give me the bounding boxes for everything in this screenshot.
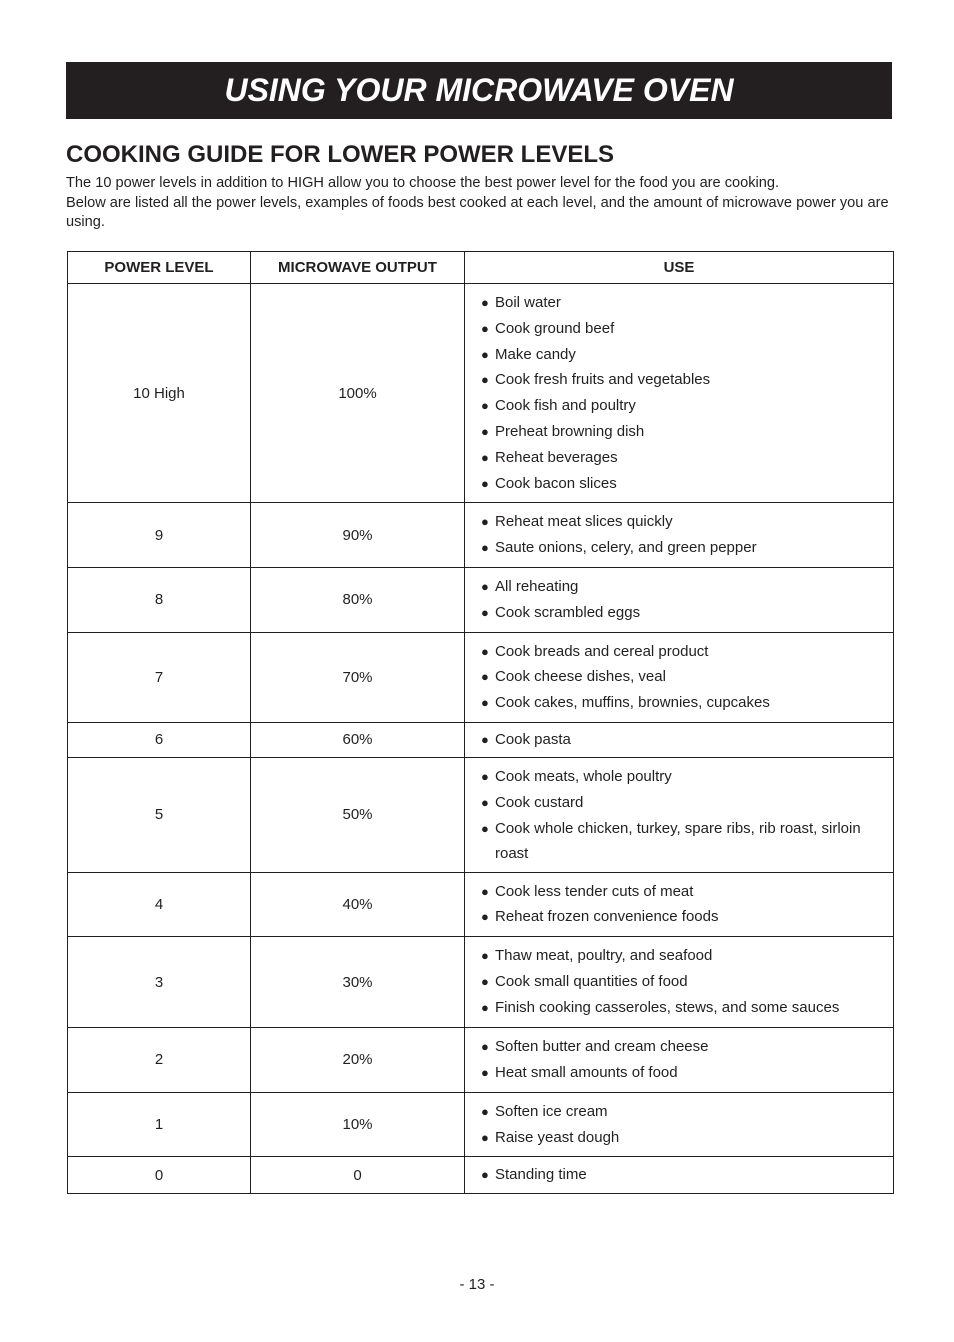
use-item: ● Standing time xyxy=(481,1162,883,1188)
use-cell xyxy=(465,567,894,632)
power-level-cell: 7 xyxy=(68,632,251,722)
use-item: ● Heat small amounts of food xyxy=(481,1060,883,1086)
use-item: ● Cook bacon slices xyxy=(481,471,883,497)
table-row xyxy=(68,722,894,757)
use-cell xyxy=(465,937,894,1028)
output-cell: 50% xyxy=(251,757,465,872)
use-item: ● Cook scrambled eggs xyxy=(481,600,883,626)
output-cell: 70% xyxy=(251,632,465,722)
power-level-cell: 5 xyxy=(68,757,251,872)
table-row xyxy=(68,284,894,503)
use-list xyxy=(481,1034,883,1086)
page-title: USING YOUR MICROWAVE OVEN xyxy=(224,72,734,108)
use-cell xyxy=(465,1157,894,1194)
use-list xyxy=(481,1099,883,1151)
power-level-table xyxy=(67,251,894,1194)
use-item: ● Soften butter and cream cheese xyxy=(481,1034,883,1060)
use-item: ● Reheat frozen convenience foods xyxy=(481,904,883,930)
use-cell xyxy=(465,722,894,757)
use-list xyxy=(481,639,883,716)
use-list xyxy=(481,943,883,1020)
use-list xyxy=(481,509,883,561)
output-cell: 20% xyxy=(251,1028,465,1093)
use-list xyxy=(481,574,883,626)
power-level-cell: 9 xyxy=(68,503,251,568)
use-item: ● Boil water xyxy=(481,290,883,316)
output-cell: 80% xyxy=(251,567,465,632)
title-banner xyxy=(66,62,892,119)
table-row xyxy=(68,872,894,937)
output-cell: 40% xyxy=(251,872,465,937)
use-item: ● Reheat meat slices quickly xyxy=(481,509,883,535)
use-item: ● Cook less tender cuts of meat xyxy=(481,879,883,905)
use-item: ● Make candy xyxy=(481,342,883,368)
use-item: ● Finish cooking casseroles, stews, and some sauces xyxy=(481,995,883,1021)
use-list xyxy=(481,1162,883,1188)
use-item: ● Raise yeast dough xyxy=(481,1125,883,1151)
power-level-cell: 1 xyxy=(68,1092,251,1157)
page-number: - 13 - xyxy=(459,1276,495,1293)
use-item: ● Cook fresh fruits and vegetables xyxy=(481,367,883,393)
output-cell: 90% xyxy=(251,503,465,568)
use-list xyxy=(481,727,883,753)
use-item: ● Cook custard xyxy=(481,790,883,816)
use-item: ● Cook meats, whole poultry xyxy=(481,764,883,790)
output-cell: 10% xyxy=(251,1092,465,1157)
table-row xyxy=(68,937,894,1028)
use-cell xyxy=(465,284,894,503)
use-cell xyxy=(465,757,894,872)
power-level-cell: 8 xyxy=(68,567,251,632)
header-power-level: POWER LEVEL xyxy=(68,252,251,284)
table-row xyxy=(68,1092,894,1157)
intro-paragraph xyxy=(66,174,896,233)
use-item: ● All reheating xyxy=(481,574,883,600)
intro-line: The 10 power levels in addition to HIGH allow you to choose the best power level for the food you are cooking. xyxy=(66,175,780,191)
table-row xyxy=(68,632,894,722)
use-item: ● Thaw meat, poultry, and seafood xyxy=(481,943,883,969)
use-cell xyxy=(465,632,894,722)
use-item: ● Cook breads and cereal product xyxy=(481,639,883,665)
use-item: ● Cook cheese dishes, veal xyxy=(481,664,883,690)
output-cell: 0 xyxy=(251,1157,465,1194)
use-item: ● Cook ground beef xyxy=(481,316,883,342)
output-cell: 100% xyxy=(251,284,465,503)
use-cell xyxy=(465,503,894,568)
power-level-cell: 4 xyxy=(68,872,251,937)
use-item: ● Cook pasta xyxy=(481,727,883,753)
use-item: ● Cook fish and poultry xyxy=(481,393,883,419)
use-list xyxy=(481,879,883,931)
use-item: ● Soften ice cream xyxy=(481,1099,883,1125)
use-item: ● Saute onions, celery, and green pepper xyxy=(481,535,883,561)
use-item: ● Cook whole chicken, turkey, spare ribs, rib roast, sirloin roast xyxy=(481,816,883,866)
header-microwave-output: MICROWAVE OUTPUT xyxy=(251,252,465,284)
power-level-cell: 0 xyxy=(68,1157,251,1194)
use-cell xyxy=(465,872,894,937)
table-row xyxy=(68,1028,894,1093)
use-item: ● Reheat beverages xyxy=(481,445,883,471)
intro-line: Below are listed all the power levels, examples of foods best cooked at each level, and the amount of microwave power you are using. xyxy=(66,194,889,230)
use-cell xyxy=(465,1028,894,1093)
use-list xyxy=(481,764,883,866)
use-item: ● Cook cakes, muffins, brownies, cupcakes xyxy=(481,690,883,716)
use-cell xyxy=(465,1092,894,1157)
output-cell: 30% xyxy=(251,937,465,1028)
output-cell: 60% xyxy=(251,722,465,757)
use-item: ● Preheat browning dish xyxy=(481,419,883,445)
table-row xyxy=(68,503,894,568)
header-use: USE xyxy=(465,252,894,284)
table-row xyxy=(68,1157,894,1194)
table-row xyxy=(68,757,894,872)
section-heading: COOKING GUIDE FOR LOWER POWER LEVELS xyxy=(66,141,615,168)
power-level-cell: 3 xyxy=(68,937,251,1028)
power-level-cell: 10 High xyxy=(68,284,251,503)
table-header-row xyxy=(68,252,894,284)
power-level-cell: 6 xyxy=(68,722,251,757)
table-row xyxy=(68,567,894,632)
use-list xyxy=(481,290,883,496)
power-level-cell: 2 xyxy=(68,1028,251,1093)
use-item: ● Cook small quantities of food xyxy=(481,969,883,995)
